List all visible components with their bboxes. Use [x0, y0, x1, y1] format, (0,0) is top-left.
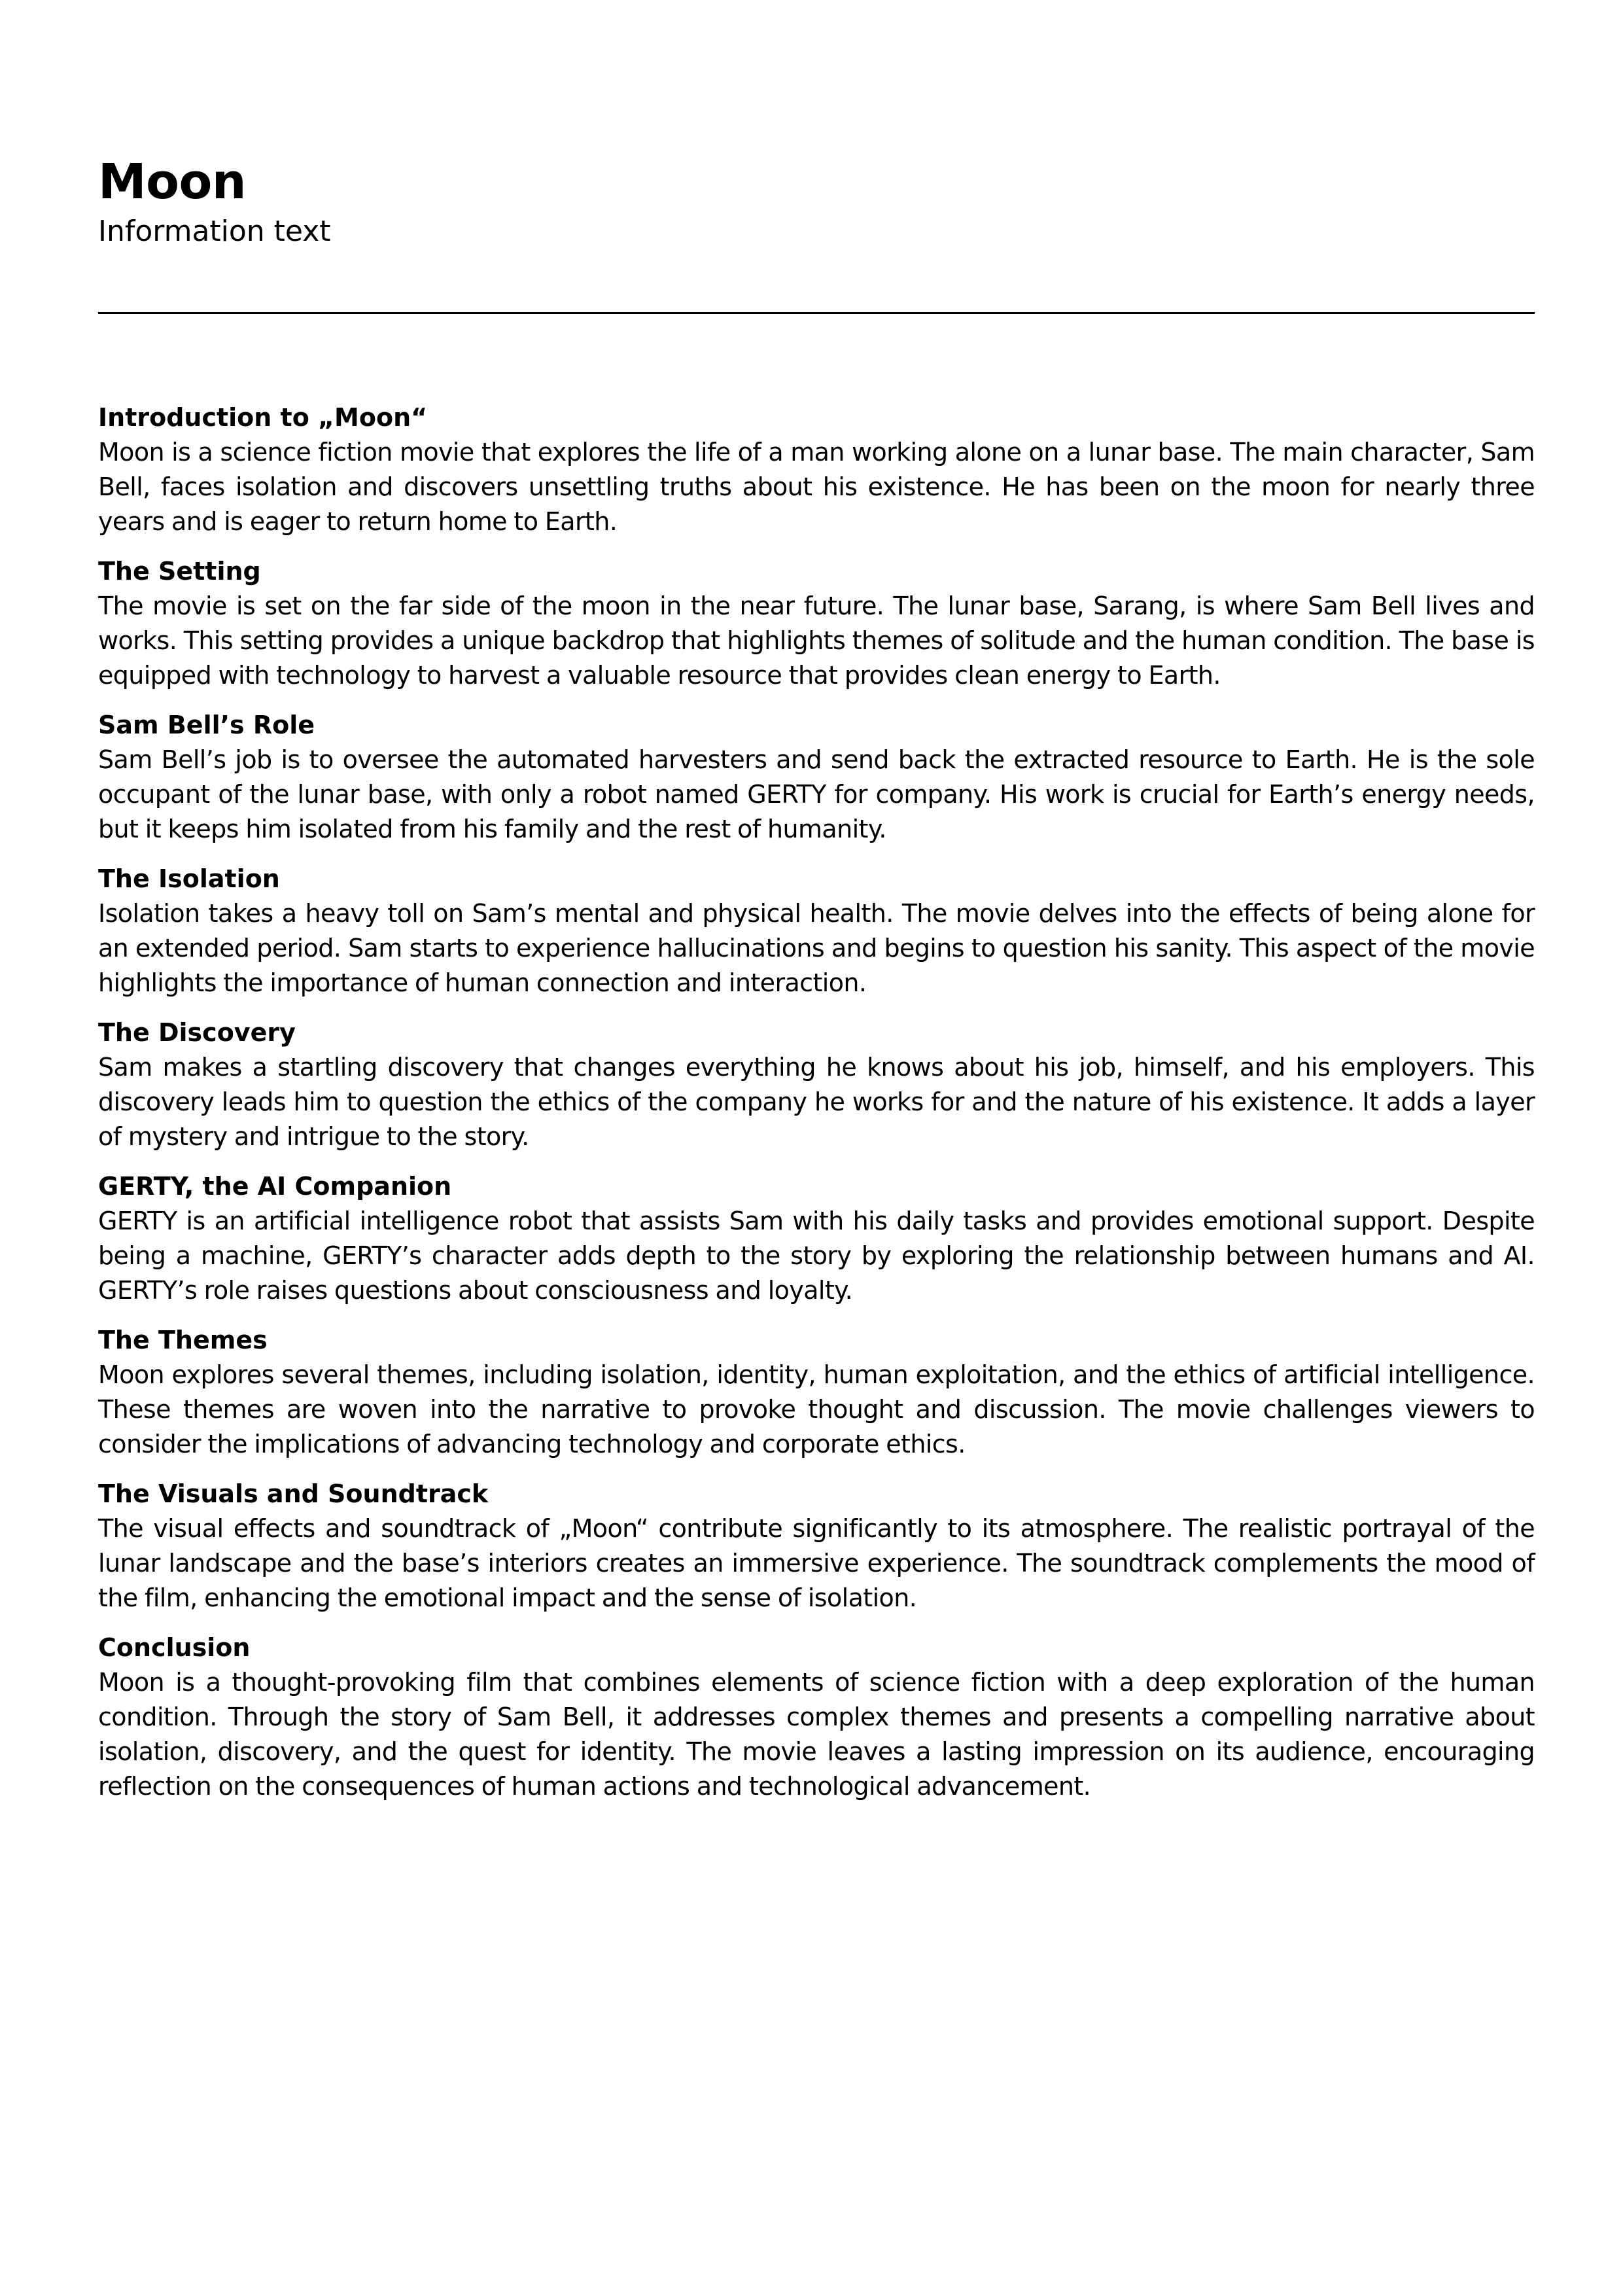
section-body: Isolation takes a heavy toll on Sam’s mental and physical health. The movie delves into the effects of being alone for an extended period. Sam starts to experience hallucinations and begins to question his sanity. This aspect of the movie highlights the importance of human connection and interaction. — [98, 899, 1535, 997]
section-body: Moon explores several themes, including isolation, identity, human exploitation, and the ethics of artificial intelligence. These themes are woven into the narrative to provoke thought and discussion. The movie challenges viewers to consider the implications of advancing technology and corporate ethics. — [98, 1360, 1535, 1458]
document-subtitle: Information text — [98, 215, 331, 248]
section-heading: GERTY, the AI Companion — [98, 1172, 452, 1201]
section-body: Moon is a science fiction movie that explores the life of a man working alone on a lunar base. The main character, Sam Bell, faces isolation and discovers unsettling truths about his existence. He has been on the moon for nearly three years and is eager to return home to Earth. — [98, 438, 1535, 536]
section-body: Moon is a thought-provoking film that combines elements of science fiction with a deep exploration of the human condition. Through the story of Sam Bell, it addresses complex themes and presents a compelling narrative about isolation, discovery, and the quest for identity. The movie leaves a lasting impression on its audience, encouraging reflection on the consequences of human actions and technological advancement. — [98, 1668, 1535, 1801]
section-gerty — [98, 1169, 1535, 1308]
document-title: Moon — [98, 154, 246, 210]
document-page — [98, 0, 1535, 2296]
section-heading: Conclusion — [98, 1633, 251, 1662]
title-divider — [98, 312, 1535, 314]
section-heading: Sam Bell’s Role — [98, 711, 315, 739]
section-introduction — [98, 400, 1535, 539]
section-role — [98, 708, 1535, 847]
section-themes — [98, 1323, 1535, 1462]
section-discovery — [98, 1016, 1535, 1154]
section-body: The movie is set on the far side of the moon in the near future. The lunar base, Sarang, is where Sam Bell lives and works. This setting provides a unique backdrop that highlights themes of solitude and the human condition. The base is equipped with technology to harvest a valuable resource that provides clean energy to Earth. — [98, 592, 1535, 690]
section-heading: The Themes — [98, 1326, 268, 1354]
section-heading: The Visuals and Soundtrack — [98, 1479, 489, 1508]
document-content — [98, 400, 1535, 1819]
section-visuals — [98, 1477, 1535, 1616]
section-body: Sam Bell’s job is to oversee the automated harvesters and send back the extracted resource to Earth. He is the sole occupant of the lunar base, with only a robot named GERTY for company. His work is crucial for Earth’s energy needs, but it keeps him isolated from his family and the rest of humanity. — [98, 745, 1535, 843]
section-heading: The Discovery — [98, 1018, 296, 1047]
section-body: The visual effects and soundtrack of „Moon“ contribute significantly to its atmosphere. The realistic portrayal of the lunar landscape and the base’s interiors creates an immersive experience. The soundtrack complements the mood of the film, enhancing the emotional impact and the sense of isolation. — [98, 1514, 1535, 1612]
section-heading: Introduction to „Moon“ — [98, 403, 428, 432]
section-body: Sam makes a startling discovery that changes everything he knows about his job, himself, and his employers. This discovery leads him to question the ethics of the company he works for and the nature of his existence. It adds a layer of mystery and intrigue to the story. — [98, 1053, 1535, 1151]
section-isolation — [98, 862, 1535, 1000]
section-setting — [98, 554, 1535, 693]
section-body: GERTY is an artificial intelligence robot that assists Sam with his daily tasks and provides emotional support. Despite being a machine, GERTY’s character adds depth to the story by exploring the relationship between humans and AI. GERTY’s role raises questions about consciousness and loyalty. — [98, 1207, 1535, 1305]
section-conclusion — [98, 1631, 1535, 1804]
section-heading: The Isolation — [98, 864, 280, 893]
section-heading: The Setting — [98, 557, 261, 586]
